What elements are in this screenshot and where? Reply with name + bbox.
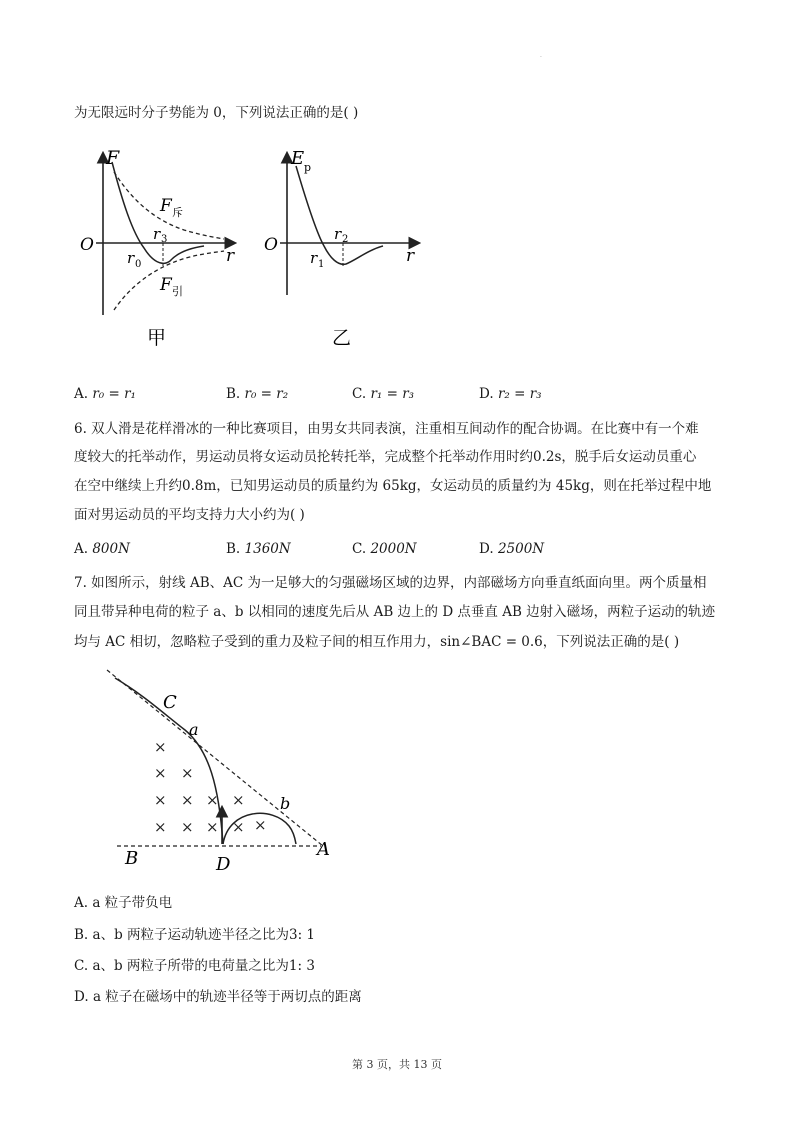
svg-text:×: × [206,791,219,809]
q6-option-b[interactable]: B. 1360N [226,541,291,557]
q6-option-c[interactable]: C. 2000N [352,541,417,557]
q6-option-d[interactable]: D. 2500N [479,541,545,557]
repulsive-sub: 斥 [172,206,183,219]
svg-text:×: × [154,738,167,756]
r3-sub: 3 [161,234,168,245]
r1-label: r [310,249,318,267]
r0-sub: 0 [135,259,142,270]
point-a: A [317,839,330,860]
x-axis-label: r [406,246,415,266]
origin-label: O [80,235,94,255]
r1-sub: 1 [318,259,325,270]
q7-option-d[interactable]: D. a 粒子在磁场中的轨迹半径等于两切点的距离 [74,989,362,1005]
origin-label: O [264,235,278,255]
y-axis-sub: p [304,161,312,174]
q6-line-2: 度较大的托举动作，男运动员将女运动员抡转托举，完成整个托举动作用时约0.2s，脱手后女运动员重心 [74,449,697,465]
net-force-curve [112,162,204,263]
svg-text:×: × [181,764,194,782]
y-axis-label: F [106,147,120,169]
q5-option-c[interactable]: C. r₁ = r₃ [352,386,415,402]
q5-intro: 为无限远时分子势能为 0，下列说法正确的是( ) [74,105,359,121]
y-axis-label: E [291,148,305,169]
point-b: B [125,848,139,869]
figure-force-graph [74,140,254,355]
scan-speck: · [540,54,542,61]
label-a: a [189,720,199,739]
attractive-label: F [160,275,172,295]
r0-label: r [127,249,135,267]
svg-text:×: × [154,818,167,836]
q6-option-a[interactable]: A. 800N [74,541,130,557]
svg-text:×: × [254,816,267,834]
svg-text:×: × [154,764,167,782]
r2-sub: 2 [342,234,349,245]
label-b: b [280,794,291,813]
page-footer: 第 3 页，共 13 页 [352,1058,442,1071]
figure-magnetic-field [105,668,350,878]
svg-text:×: × [181,818,194,836]
caption-yi: 乙 [332,327,352,349]
svg-text:×: × [206,818,219,836]
repulsive-label: F [160,196,172,216]
attractive-sub: 引 [172,285,183,298]
q7-option-b[interactable]: B. a、b 两粒子运动轨迹半径之比为3: 1 [74,927,316,943]
q6-line-3: 在空中继续上升约0.8m，已知男运动员的质量约为 65kg，女运动员的质量约为 45kg，则在托举过程中地 [74,478,712,494]
q7-option-c[interactable]: C. a、b 两粒子所带的电荷量之比为1: 3 [74,958,315,974]
r2-label: r [334,225,342,243]
svg-text:×: × [181,791,194,809]
figure-potential-graph [258,140,428,355]
q7-option-a-letter: A. [74,895,93,911]
q7-line-3: 均与 AC 相切，忽略粒子受到的重力及粒子间的相互作用力，sin∠BAC = 0.6，下列说法正确的是( ) [74,634,680,650]
x-axis-label: r [226,246,235,266]
q6-line-1: 6. 双人滑是花样滑冰的一种比赛项目，由男女共同表演，注重相互间动作的配合协调。在比赛中有一个难 [74,421,699,437]
r3-label: r [153,225,161,243]
point-c: C [163,692,177,713]
caption-jia: 甲 [147,327,167,349]
point-d: D [216,854,231,875]
q5-option-a[interactable]: A. r₀ = r₁ [74,386,136,402]
q7-option-a[interactable]: A. a 粒子带负电 [74,895,173,911]
q7-line-1: 7. 如图所示，射线 AB、AC 为一足够大的匀强磁场区域的边界，内部磁场方向垂直纸面向里。两个质量相 [74,575,707,591]
q5-option-d[interactable]: D. r₂ = r₃ [479,386,542,402]
q7-line-2: 同且带异种电荷的粒子 a、b 以相同的速度先后从 AB 边上的 D 点垂直 AB 边射入磁场，两粒子运动的轨迹 [74,604,716,620]
svg-text:×: × [154,791,167,809]
q5-option-b[interactable]: B. r₀ = r₂ [226,386,289,402]
svg-text:×: × [232,818,245,836]
q6-line-4: 面对男运动员的平均支持力大小约为( ) [74,507,305,523]
svg-text:×: × [232,791,245,809]
